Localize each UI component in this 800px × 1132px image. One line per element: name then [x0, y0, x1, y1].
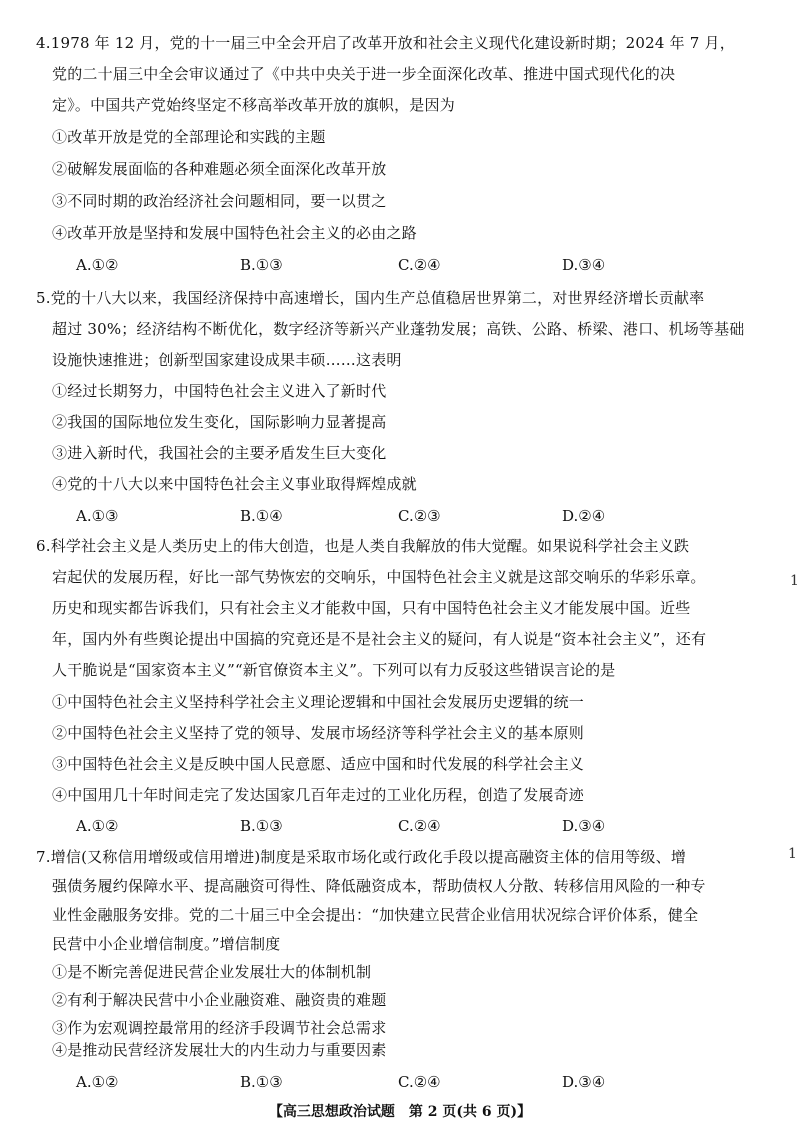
statement-option: ②有利于解决民营中小企业融资难、融资贵的难题: [52, 991, 387, 1009]
answer-choice-c: C.②③: [398, 507, 441, 525]
statement-option: ④中国用几十年时间走完了发达国家几百年走过的工业化历程，创造了发展奇迹: [52, 786, 585, 804]
statement-option: ③进入新时代，我国社会的主要矛盾发生巨大变化: [52, 444, 387, 462]
question-stem-line: 定》。中国共产党始终坚定不移高举改革开放的旗帜，是因为: [52, 96, 455, 114]
margin-mark: 1: [790, 573, 799, 589]
statement-option: ④党的十八大以来中国特色社会主义事业取得辉煌成就: [52, 475, 417, 493]
statement-option: ④是推动民营经济发展壮大的内生动力与重要因素: [52, 1041, 387, 1059]
statement-option: ②中国特色社会主义坚持了党的领导、发展市场经济等科学社会主义的基本原则: [52, 724, 585, 742]
statement-option: ①中国特色社会主义坚持科学社会主义理论逻辑和中国社会发展历史逻辑的统一: [52, 693, 585, 711]
answer-choice-a: A.①③: [76, 507, 119, 525]
answer-choice-d: D.③④: [562, 256, 606, 274]
statement-option: ③作为宏观调控最常用的经济手段调节社会总需求: [52, 1019, 387, 1037]
answer-choice-a: A.①②: [76, 1073, 119, 1091]
question-stem-line: 设施快速推进；创新型国家建设成果丰硕……这表明: [52, 351, 402, 369]
statement-option: ①改革开放是党的全部理论和实践的主题: [52, 128, 326, 146]
question-stem-line: 6.科学社会主义是人类历史上的伟大创造，也是人类自我解放的伟大觉醒。如果说科学社会主义跌: [36, 537, 690, 555]
answer-choice-a: A.①②: [76, 256, 119, 274]
margin-mark: 1: [788, 846, 797, 862]
question-stem-line: 5.党的十八大以来，我国经济保持中高速增长，国内生产总值稳居世界第二，对世界经济增长贡献率: [36, 289, 705, 307]
question-stem-line: 历史和现实都告诉我们，只有社会主义才能救中国，只有中国特色社会主义才能发展中国。近些: [52, 599, 691, 617]
question-stem-line: 业性金融服务安排。党的二十届三中全会提出：“加快建立民营企业信用状况综合评价体系，健全: [52, 906, 699, 924]
question-stem-line: 民营中小企业增信制度。”增信制度: [52, 935, 281, 953]
answer-choice-c: C.②④: [398, 256, 441, 274]
question-stem-line: 7.增信(又称信用增级或信用增进)制度是采取市场化或行政化手段以提高融资主体的信用等级、增: [36, 848, 687, 866]
answer-choice-d: D.③④: [562, 817, 606, 835]
question-stem-line: 强债务履约保障水平、提高融资可得性、降低融资成本，帮助债权人分散、转移信用风险的一种专: [52, 877, 706, 895]
statement-option: ④改革开放是坚持和发展中国特色社会主义的必由之路: [52, 224, 417, 242]
answer-choice-b: B.①④: [240, 507, 283, 525]
answer-choice-d: D.②④: [562, 507, 606, 525]
question-stem-line: 宕起伏的发展历程，好比一部气势恢宏的交响乐，中国特色社会主义就是这部交响乐的华彩乐章。: [52, 568, 706, 586]
statement-option: ③不同时期的政治经济社会问题相同，要一以贯之: [52, 192, 387, 210]
statement-option: ①经过长期努力，中国特色社会主义进入了新时代: [52, 382, 387, 400]
question-stem-line: 人干脆说是“国家资本主义”“新官僚资本主义”。下列可以有力反驳这些错误言论的是: [52, 661, 616, 679]
question-stem-line: 党的二十届三中全会审议通过了《中共中央关于进一步全面深化改革、推进中国式现代化的决: [52, 65, 676, 83]
answer-choice-a: A.①②: [76, 817, 119, 835]
answer-choice-b: B.①③: [240, 817, 283, 835]
statement-option: ①是不断完善促进民营企业发展壮大的体制机制: [52, 963, 372, 981]
answer-choice-d: D.③④: [562, 1073, 606, 1091]
statement-option: ②我国的国际地位发生变化，国际影响力显著提高: [52, 413, 387, 431]
statement-option: ②破解发展面临的各种难题必须全面深化改革开放: [52, 160, 387, 178]
answer-choice-b: B.①③: [240, 256, 283, 274]
question-stem-line: 年，国内外有些舆论提出中国搞的究竟还是不是社会主义的疑问，有人说是“资本社会主义”，还有: [52, 630, 707, 648]
answer-choice-c: C.②④: [398, 817, 441, 835]
question-stem-line: 4.1978 年 12 月，党的十一届三中全会开启了改革开放和社会主义现代化建设新时期；2024 年 7 月，: [36, 34, 735, 52]
page-footer: 【高三思想政治试题 第 2 页(共 6 页)】: [268, 1104, 532, 1120]
question-stem-line: 超过 30%；经济结构不断优化，数字经济等新兴产业蓬勃发展；高铁、公路、桥梁、港口、机场等基础: [52, 320, 745, 338]
answer-choice-c: C.②④: [398, 1073, 441, 1091]
statement-option: ③中国特色社会主义是反映中国人民意愿、适应中国和时代发展的科学社会主义: [52, 755, 585, 773]
answer-choice-b: B.①③: [240, 1073, 283, 1091]
